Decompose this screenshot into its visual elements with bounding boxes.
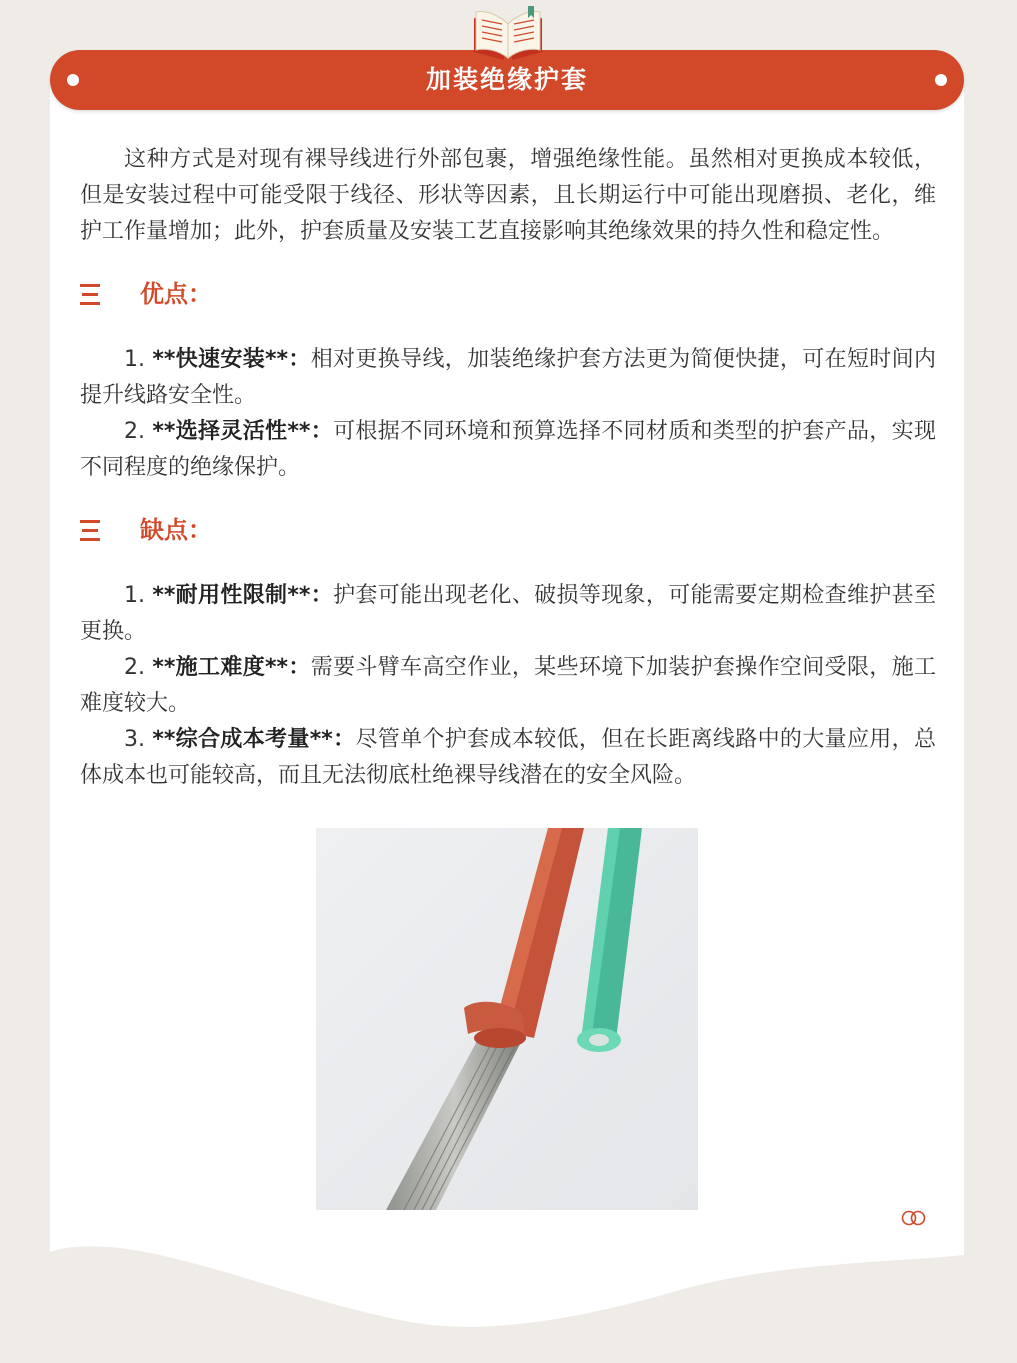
menu-lines-icon — [80, 520, 100, 541]
list-item: 3. **综合成本考量**：尽管单个护套成本较低，但在长距离线路中的大量应用，总体成本也可能较高，而且无法彻底杜绝裸导线潜在的安全风险。 — [80, 727, 936, 788]
section-heading-cons — [80, 512, 936, 548]
menu-lines-icon — [80, 284, 100, 305]
interlocking-rings-icon — [900, 1209, 928, 1227]
banner-dot-right — [935, 74, 947, 86]
list-item: 1. **耐用性限制**：护套可能出现老化、破损等现象，可能需要定期检查维护甚至更换。 — [80, 583, 936, 644]
section-heading-pros — [80, 276, 936, 312]
list-item: 1. **快速安装**：相对更换导线，加装绝缘护套方法更为简便快捷，可在短时间内提升线路安全性。 — [80, 347, 936, 408]
section-title: 优点： — [140, 280, 212, 308]
list-item: 2. **选择灵活性**：可根据不同环境和预算选择不同材质和类型的护套产品，实现不同程度的绝缘保护。 — [80, 419, 936, 480]
page-title: 加装绝缘护套 — [425, 65, 588, 94]
intro-paragraph: 这种方式是对现有裸导线进行外部包裹，增强绝缘性能。虽然相对更换成本较低，但是安装过程中可能受限于线径、形状等因素，且长期运行中可能出现磨损、老化，维护工作量增加；此外，护套质量及安装工艺直接影响其绝缘效果的持久性和稳定性。 — [80, 147, 936, 244]
section-title: 缺点： — [140, 516, 212, 544]
open-book-icon — [468, 4, 548, 62]
article-body — [80, 142, 936, 794]
list-item: 2. **施工难度**：需要斗臂车高空作业，某些环境下加装护套操作空间受限，施工难度较大。 — [80, 655, 936, 716]
insulation-sleeve-photo — [316, 828, 698, 1210]
